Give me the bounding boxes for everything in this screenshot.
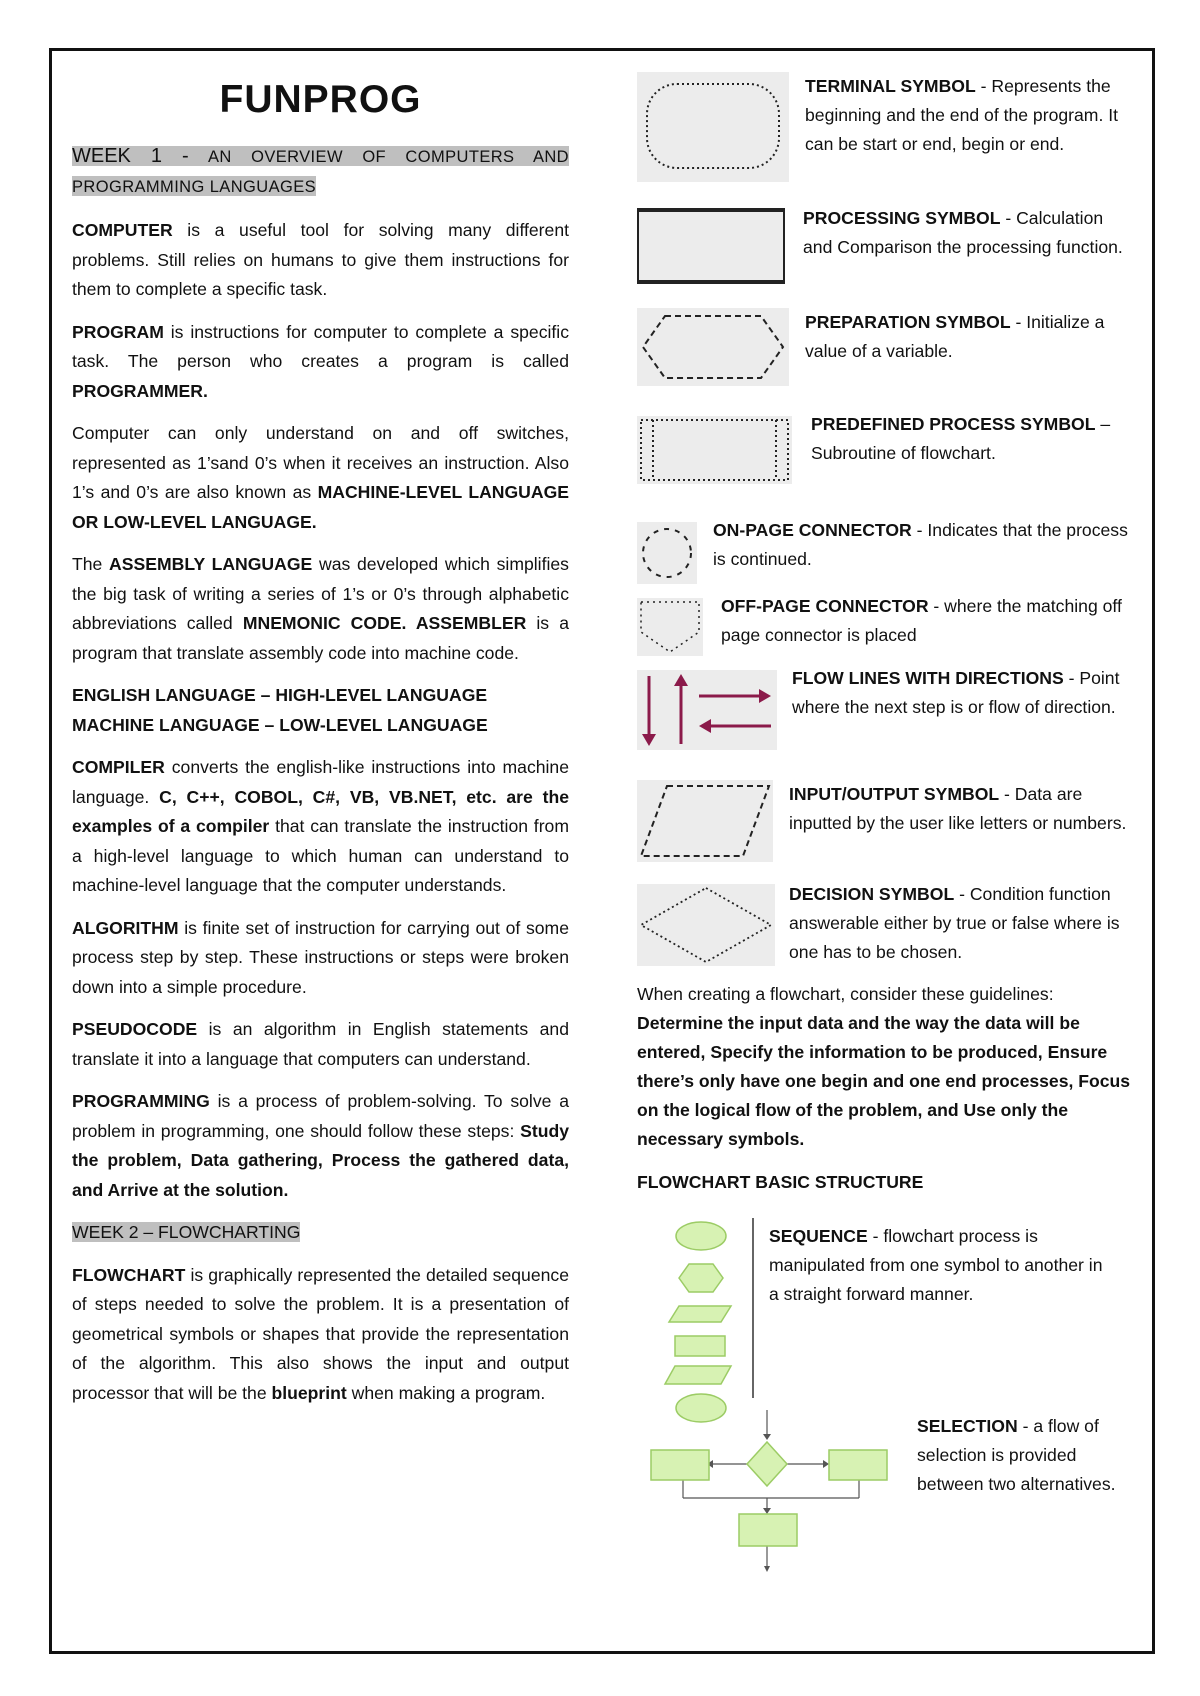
- program-paragraph: PROGRAM is instructions for computer to complete a specific task. The person who creates a program is called PROGRAMMER.: [72, 321, 569, 401]
- symbol-predefined-process: PREDEFINED PROCESS SYMBOL – Subroutine of flowchart.: [637, 410, 1137, 490]
- flowchart-paragraph: FLOWCHART is graphically represented the detailed sequence of steps needed to solve the problem. It is a presentation of geometrical symbols or shapes that provide the representation of the algorithm. This also shows the input and output processor that will be the blueprint when making a program.: [72, 1264, 569, 1403]
- sequence-start-oval: [676, 1222, 726, 1250]
- compiler-paragraph: COMPILER converts the english-like instructions into machine language. C, C++, COBOL, C#, VB, VB.NET, etc. are the examples of a compiler that can translate the instruction from a high-level language to which human can understand to machine-level language that the computer understands.: [72, 757, 569, 895]
- terminal-symbol-icon: [637, 72, 789, 182]
- page-title: FUNPROG: [219, 78, 422, 121]
- symbol-on-page-connector: ON-PAGE CONNECTOR - Indicates that the process is continued.: [637, 516, 1137, 586]
- flowchart-structure-heading: FLOWCHART BASIC STRUCTURE: [637, 1172, 924, 1192]
- sequence-diagram: [651, 1220, 751, 1430]
- symbol-terminal: TERMINAL SYMBOL - Represents the beginning and the end of the program. It can be start or end, begin or end.: [637, 72, 1137, 182]
- symbol-preparation: PREPARATION SYMBOL - Initialize a value of a variable.: [637, 308, 1137, 388]
- left-column: [72, 70, 569, 1421]
- assembly-paragraph: The ASSEMBLY LANGUAGE was developed which simplifies the big task of writing a series of 1’s or 0’s through alphabetic abbreviations called MNEMONIC CODE. ASSEMBLER is a program that translate assembly code into machine code.: [72, 554, 569, 663]
- symbol-processing: PROCESSING SYMBOL - Calculation and Comparison the processing function.: [637, 204, 1137, 284]
- algorithm-paragraph: ALGORITHM is finite set of instruction for carrying out of some process step by step. These instructions or steps were broken down into a simple procedure.: [72, 917, 569, 997]
- binary-paragraph: Computer can only understand on and off switches, represented as 1’sand 0’s when it receives an instruction. Also 1’s and 0’s are also known as MACHINE-LEVEL LANGUAGE OR LOW-LEVEL LANGUAGE.: [72, 423, 570, 532]
- off-page-connector-icon: [637, 598, 703, 656]
- programming-paragraph: PROGRAMMING is a process of problem-solving. To solve a problem in programming, one should follow these steps: Study the problem, Data gathering, Process the gathered data, and Arrive at the solution.: [72, 1091, 569, 1200]
- selection-diagram: [649, 1410, 889, 1650]
- symbol-off-page-connector: OFF-PAGE CONNECTOR - where the matching off page connector is placed: [637, 592, 1137, 662]
- flow-lines-icon: [637, 670, 777, 750]
- symbol-input-output: INPUT/OUTPUT SYMBOL - Data are inputted by the user like letters or numbers.: [637, 780, 1137, 870]
- selection-left-process: [651, 1450, 709, 1480]
- preparation-symbol-icon: [637, 308, 789, 386]
- week1-heading: WEEK 1 - AN OVERVIEW OF COMPUTERS AND PROGRAMMING LANGUAGES: [72, 145, 569, 196]
- predefined-process-symbol-icon: [637, 416, 792, 484]
- processing-symbol-icon: [637, 208, 785, 284]
- input-output-symbol-icon: [637, 780, 773, 862]
- week2-heading: WEEK 2 – FLOWCHARTING: [72, 1222, 301, 1242]
- guidelines-block: [637, 980, 1137, 1211]
- symbol-decision: DECISION SYMBOL - Condition function answerable either by true or false where is one has to be chosen.: [637, 880, 1137, 970]
- sequence-process-rect: [675, 1336, 725, 1356]
- decision-symbol-icon: [637, 884, 775, 966]
- pseudocode-paragraph: PSEUDOCODE is an algorithm in English statements and translate it into a language that computers can understand.: [72, 1019, 569, 1069]
- symbol-flow-lines: FLOW LINES WITH DIRECTIONS - Point where the next step is or flow of direction.: [637, 664, 1137, 754]
- language-levels: ENGLISH LANGUAGE – HIGH-LEVEL LANGUAGE MACHINE LANGUAGE – LOW-LEVEL LANGUAGE: [72, 685, 488, 735]
- sequence-description: SEQUENCE - flowchart process is manipulated from one symbol to another in a straight forward manner.: [769, 1226, 1103, 1304]
- sequence-output-shape: [665, 1366, 731, 1384]
- sequence-input-shape: [669, 1306, 731, 1322]
- selection-merge-process: [739, 1514, 797, 1546]
- selection-description: SELECTION - a flow of selection is provided between two alternatives.: [917, 1416, 1116, 1494]
- sequence-preparation-shape: [679, 1264, 723, 1292]
- sequence-divider: [752, 1218, 754, 1398]
- selection-right-process: [829, 1450, 887, 1480]
- guidelines-paragraph: When creating a flowchart, consider these guidelines: Determine the input data and the way the data will be entered, Specify the information to be produced, Ensure there’s only have one begin and one end processes, Focus on the logical flow of the problem, and Use only the necessary symbols.: [637, 984, 1131, 1149]
- computer-paragraph: COMPUTER is a useful tool for solving many different problems. Still relies on humans to give them instructions for them to complete a specific task.: [72, 220, 569, 299]
- on-page-connector-icon: [637, 522, 697, 584]
- selection-decision-diamond: [747, 1442, 787, 1486]
